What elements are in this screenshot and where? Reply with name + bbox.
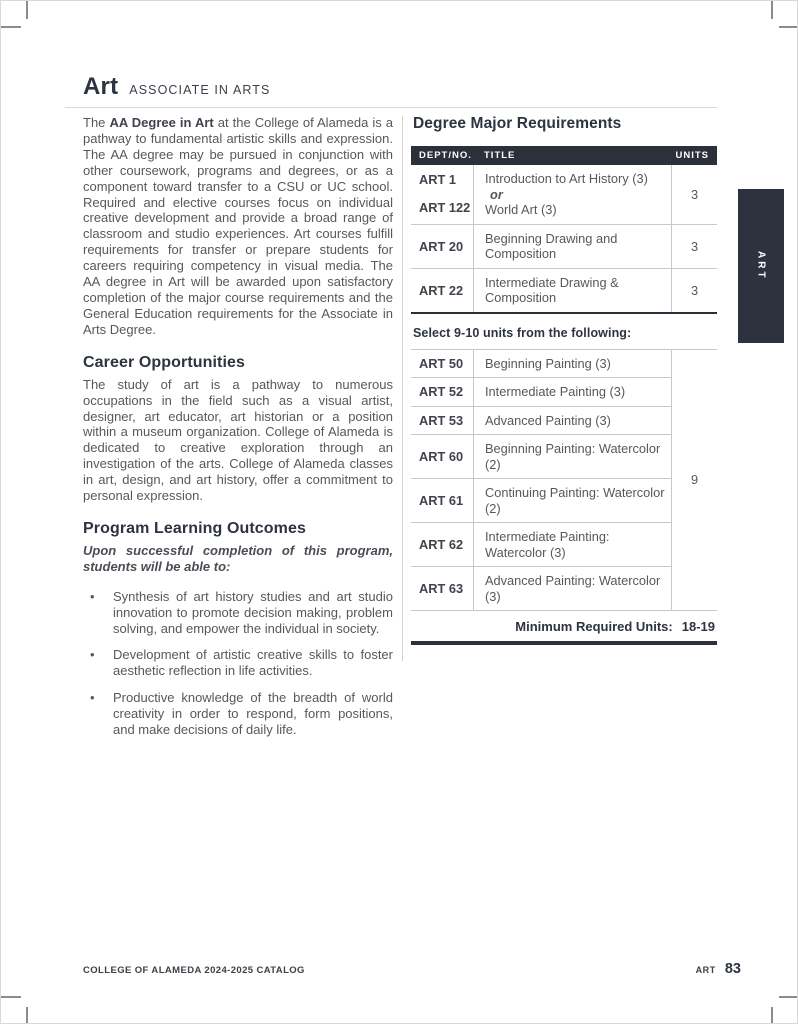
page-footer (83, 961, 741, 977)
section-bottom-rule (411, 641, 717, 645)
crop-mark (26, 1007, 28, 1024)
table-header-row (411, 146, 717, 165)
table-row (411, 567, 671, 610)
title-cell: Beginning Painting: Watercolor (2) (473, 435, 671, 478)
dept-cell: ART 20 (419, 238, 464, 254)
dept-number: ART 1 (419, 172, 456, 187)
intro-lead-bold: AA Degree in Art (109, 115, 214, 130)
table-row (411, 350, 671, 379)
column-header-units: UNITS (675, 150, 709, 161)
table-row (411, 269, 717, 312)
table-row (411, 407, 671, 436)
dept-cell: ART 63 (419, 581, 464, 596)
minimum-units-label: Minimum Required Units: (515, 619, 673, 634)
footer-catalog-title: COLLEGE OF ALAMEDA 2024-2025 CATALOG (83, 965, 305, 976)
crop-mark (771, 1, 773, 19)
bullet-marker: • (90, 588, 95, 604)
dept-cell: ART 61 (419, 493, 464, 508)
footer-section-label: ART (695, 965, 716, 975)
outcome-text: Development of artistic creative skills to foster aesthetic reflection in life activities. (113, 647, 393, 679)
list-item (83, 647, 393, 679)
program-learning-outcomes-heading: Program Learning Outcomes (83, 519, 306, 537)
bullet-marker: • (90, 647, 95, 663)
crop-mark (779, 996, 798, 998)
crop-mark (26, 1, 28, 19)
page-subtitle: ASSOCIATE IN ARTS (129, 83, 271, 97)
column-header-title: TITLE (484, 150, 516, 161)
intro-paragraph (83, 115, 393, 338)
crop-mark (779, 26, 798, 28)
crop-mark (1, 996, 21, 998)
title-cell (473, 165, 671, 224)
elective-courses-table (411, 349, 717, 612)
crop-mark (1, 26, 21, 28)
table-row (411, 435, 671, 479)
outcomes-intro: Upon successful completion of this program, students will be able to: (83, 542, 393, 574)
table-row (411, 378, 671, 407)
dept-cell (411, 165, 473, 224)
table-row (411, 479, 671, 523)
units-cell: 3 (671, 269, 717, 312)
page-header (83, 73, 270, 101)
core-requirements-table (411, 146, 717, 312)
elective-rows (411, 350, 671, 611)
minimum-units-value: 18-19 (681, 619, 715, 634)
or-label: or (490, 186, 503, 202)
minimum-units-line (411, 619, 715, 634)
footer-page-indicator (696, 961, 741, 977)
side-tab-art (738, 189, 784, 343)
career-opportunities-heading: Career Opportunities (83, 353, 246, 371)
dept-number: ART 122 (419, 199, 471, 215)
title-cell: Intermediate Painting (3) (473, 378, 671, 406)
bullet-marker: • (90, 690, 95, 706)
list-item (83, 690, 393, 738)
units-cell: 3 (671, 165, 717, 224)
title-cell: Intermediate Painting: Watercolor (3) (473, 523, 671, 566)
career-opportunities-paragraph: The study of art is a pathway to numerous occupations in the field such as a visual artist, designer, art educator, art historian or a position within a museum organization. College of Alameda is dedicated to creative exploration through an investigation of the arts. College of Alameda classes in art, design, and art history, offer a commitment to personal expression. (83, 376, 393, 504)
table-bottom-rule (411, 312, 717, 314)
dept-cell: ART 50 (419, 355, 464, 371)
units-cell: 3 (671, 225, 717, 268)
title-cell: Continuing Painting: Watercolor (2) (473, 479, 671, 522)
table-row (411, 165, 717, 225)
title-cell: Advanced Painting (3) (473, 407, 671, 435)
elective-units-cell: 9 (671, 350, 717, 611)
page-title: Art (83, 73, 119, 100)
intro-column (83, 115, 393, 749)
crop-mark (771, 1007, 773, 1024)
table-row (411, 225, 717, 269)
dept-cell: ART 52 (419, 384, 464, 400)
degree-major-requirements-heading: Degree Major Requirements (413, 115, 622, 132)
title-cell: Advanced Painting: Watercolor (3) (473, 567, 671, 610)
requirements-column (411, 115, 717, 645)
dept-cell: ART 60 (419, 449, 464, 464)
list-item (83, 589, 393, 637)
outcomes-list (83, 589, 393, 738)
outcome-text: Synthesis of art history studies and art studio innovation to promote decision making, problem solving, and empower the individual in society. (113, 588, 393, 636)
table-row (411, 523, 671, 567)
course-title: Introduction to Art History (3) (485, 171, 648, 186)
header-divider (65, 107, 717, 108)
title-cell: Beginning Painting (3) (473, 350, 671, 378)
intro-lead-pre: The (83, 115, 110, 130)
intro-lead-post: at the College of Alameda is a pathway to fundamental artistic skills and expression. The AA degree may be pursued in conjunction with other coursework, programs and degrees, or as a component toward transfer to a CSU or UC school. Required and elective courses focus on individual creative development and provide a broad range of classroom and studio experiences. Art courses fulfill requirements for transfer or prepare students for careers requiring competency in visual media. The AA degree in Art will be awarded upon satisfactory completion of the major course requirements and the General Education requirements for the Associate in Arts Degree. (83, 115, 393, 337)
column-divider (402, 116, 403, 661)
dept-cell: ART 62 (419, 537, 464, 552)
side-tab-label: ART (755, 251, 767, 281)
column-header-dept: DEPT/NO. (419, 150, 472, 161)
course-title: World Art (3) (485, 202, 557, 217)
footer-page-number: 83 (724, 961, 741, 977)
title-cell: Intermediate Drawing & Composition (473, 269, 671, 312)
dept-cell: ART 22 (419, 282, 464, 298)
outcome-text: Productive knowledge of the breadth of world creativity in order to respond, form positions, and make decisions of daily life. (113, 690, 393, 738)
title-cell: Beginning Drawing and Composition (473, 225, 671, 268)
dept-cell: ART 53 (419, 412, 464, 428)
select-units-note: Select 9-10 units from the following: (413, 325, 632, 340)
